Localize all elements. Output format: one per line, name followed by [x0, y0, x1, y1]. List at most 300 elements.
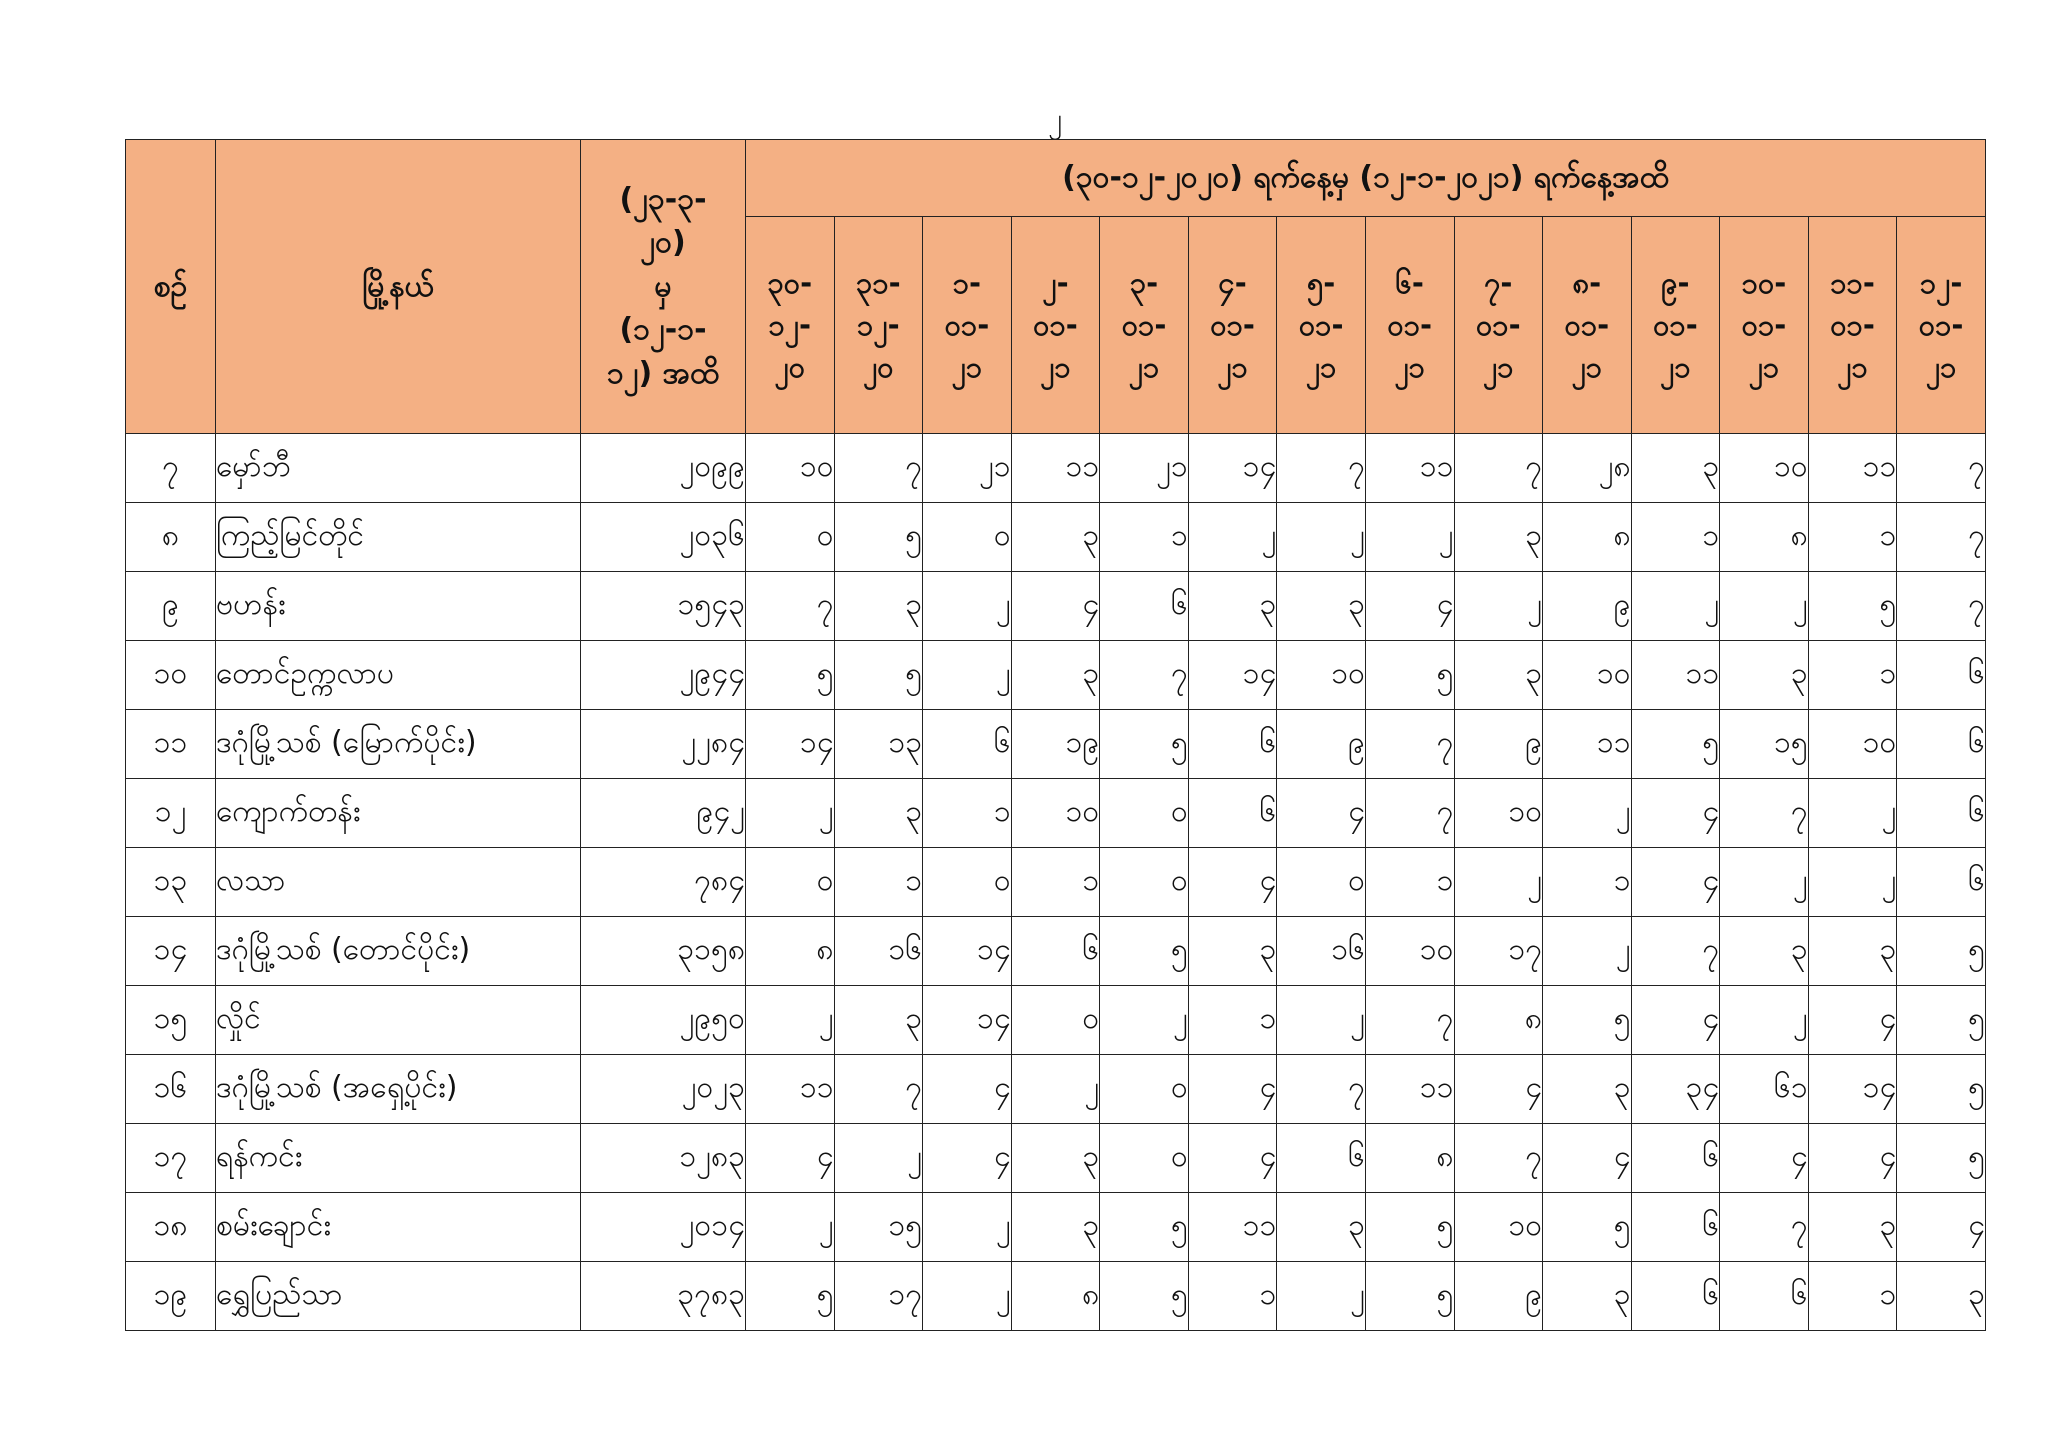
row-value: ၄ [1277, 779, 1366, 848]
row-value: ၁၀ [1808, 710, 1897, 779]
row-value: ၅ [1897, 917, 1986, 986]
header-date-line: ၂၀ [774, 350, 806, 385]
header-date-line: ၂၁ [1660, 350, 1691, 385]
header-date-line: ၀၁- [944, 307, 990, 342]
row-value: ၅ [1365, 1262, 1454, 1331]
row-value: ၆ [1897, 710, 1986, 779]
row-sn: ၁၄ [126, 917, 216, 986]
row-sn: ၈ [126, 503, 216, 572]
row-value: ၈ [746, 917, 835, 986]
row-value: ၁ [1011, 848, 1100, 917]
row-value: ၂ [1454, 572, 1543, 641]
row-value: ၂ [1277, 503, 1366, 572]
header-date-line: ၅- [1306, 265, 1336, 300]
table-header [126, 140, 1986, 434]
row-value: ၆ [1897, 848, 1986, 917]
row-value: ၇ [1897, 572, 1986, 641]
header-date-line: ၂၁ [1925, 350, 1957, 385]
row-value: ၃ [1454, 503, 1543, 572]
row-value: ၅ [1897, 1055, 1986, 1124]
row-value: ၉ [1454, 1262, 1543, 1331]
row-value: ၅ [1100, 1193, 1189, 1262]
header-date-line: ၂၁ [1128, 350, 1160, 385]
table-row [126, 1124, 1986, 1193]
header-date-line: ၀၁- [1387, 307, 1433, 342]
row-value: ၁၄ [923, 917, 1012, 986]
row-township: ရန်ကင်း [216, 1124, 581, 1193]
row-total: ၇၈၄ [581, 848, 746, 917]
row-value: ၁ [1808, 503, 1897, 572]
header-date-line: ၀၁- [1298, 307, 1344, 342]
row-value: ၃ [1543, 1262, 1632, 1331]
header-date [1277, 217, 1366, 434]
header-date [1365, 217, 1454, 434]
row-value: ၇ [1365, 710, 1454, 779]
row-value: ၁၁ [1365, 1055, 1454, 1124]
row-value: ၈ [1454, 986, 1543, 1055]
header-date-line: ၄- [1218, 265, 1247, 300]
row-value: ၅ [746, 1262, 835, 1331]
row-value: ၁၄ [1808, 1055, 1897, 1124]
header-date [1808, 217, 1897, 434]
header-date [1897, 217, 1986, 434]
header-date-line: ၂၁ [1040, 350, 1071, 385]
row-value: ၂ [1543, 779, 1632, 848]
row-value: ၁ [1543, 848, 1632, 917]
row-township: ဒဂုံမြို့သစ် (အရှေ့ပိုင်း) [216, 1055, 581, 1124]
row-value: ၄ [1808, 986, 1897, 1055]
row-value: ၄ [1188, 848, 1277, 917]
header-total-line: ၁၂) အထိ [606, 355, 720, 391]
row-sn: ၇ [126, 434, 216, 503]
row-value: ၂ [1188, 503, 1277, 572]
row-value: ၁၀ [1720, 434, 1809, 503]
row-value: ၃ [1277, 572, 1366, 641]
row-value: ၇ [1631, 917, 1720, 986]
header-date-line: ၀၁- [1564, 307, 1610, 342]
row-value: ၂၁ [923, 434, 1012, 503]
row-value: ၅ [834, 503, 923, 572]
header-date [1454, 217, 1543, 434]
header-date-line: ၀၁- [1210, 307, 1255, 342]
header-date-line: ၁- [952, 265, 982, 300]
header-date-line: ၀၁- [1121, 307, 1167, 342]
row-value: ၉ [1543, 572, 1632, 641]
row-value: ၄ [1543, 1124, 1632, 1193]
row-value: ၇ [1454, 434, 1543, 503]
row-value: ၂ [1011, 1055, 1100, 1124]
header-date [1100, 217, 1189, 434]
row-value: ၃ [1011, 641, 1100, 710]
row-value: ၂ [1454, 848, 1543, 917]
row-value: ၁၀ [1365, 917, 1454, 986]
row-value: ၅ [1100, 1262, 1189, 1331]
row-value: ၂ [1277, 986, 1366, 1055]
row-value: ၇ [1720, 1193, 1809, 1262]
row-value: ၁၁ [1808, 434, 1897, 503]
row-value: ၁ [1365, 848, 1454, 917]
row-value: ၁၀ [1454, 779, 1543, 848]
row-value: ၈ [1365, 1124, 1454, 1193]
header-date [1631, 217, 1720, 434]
row-value: ၇ [1897, 503, 1986, 572]
row-value: ၅ [1100, 917, 1189, 986]
row-value: ၂ [1720, 572, 1809, 641]
row-value: ၀ [1277, 848, 1366, 917]
row-township: ကျောက်တန်း [216, 779, 581, 848]
row-sn: ၁၁ [126, 710, 216, 779]
header-date-line: ၁၀- [1741, 265, 1787, 300]
row-sn: ၉ [126, 572, 216, 641]
row-value: ၆ [1897, 641, 1986, 710]
row-value: ၇ [834, 434, 923, 503]
row-value: ၇ [1454, 1124, 1543, 1193]
header-date-line: ၉- [1661, 265, 1690, 300]
row-value: ၃ [834, 572, 923, 641]
row-value: ၂ [1277, 1262, 1366, 1331]
row-value: ၀ [746, 503, 835, 572]
header-date [1720, 217, 1809, 434]
row-value: ၅ [1543, 986, 1632, 1055]
row-value: ၂ [834, 1124, 923, 1193]
row-sn: ၁၃ [126, 848, 216, 917]
row-value: ၀ [1100, 779, 1189, 848]
row-total: ၂၉၅၀ [581, 986, 746, 1055]
row-value: ၁ [834, 848, 923, 917]
row-value: ၃၄ [1631, 1055, 1720, 1124]
row-value: ၇ [746, 572, 835, 641]
row-value: ၄ [1365, 572, 1454, 641]
row-township: ဗဟန်း [216, 572, 581, 641]
row-value: ၇ [1277, 434, 1366, 503]
header-date-line: ၀၁- [1475, 307, 1521, 342]
row-value: ၂ [746, 779, 835, 848]
row-value: ၁ [1188, 1262, 1277, 1331]
row-value: ၅ [1365, 1193, 1454, 1262]
row-value: ၀ [1100, 1124, 1189, 1193]
header-date-line: ၀၁- [1830, 307, 1875, 342]
row-township: ဒဂုံမြို့သစ် (မြောက်ပိုင်း) [216, 710, 581, 779]
row-township: ကြည့်မြင်တိုင် [216, 503, 581, 572]
row-value: ၄ [1454, 1055, 1543, 1124]
header-date-line: ၁၂- [857, 307, 900, 342]
header-date-line: ၂၁ [1217, 350, 1248, 385]
header-date-line: ၂၁ [951, 350, 983, 385]
row-value: ၂ [746, 1193, 835, 1262]
header-date-line: ၆- [1395, 265, 1424, 300]
table-row [126, 434, 1986, 503]
row-value: ၆ [1011, 917, 1100, 986]
row-value: ၁၀ [1011, 779, 1100, 848]
row-value: ၅ [746, 641, 835, 710]
row-value: ၆ [1277, 1124, 1366, 1193]
row-value: ၁ [1188, 986, 1277, 1055]
row-value: ၃ [1011, 503, 1100, 572]
header-date-line: ၀၁- [1918, 307, 1964, 342]
row-value: ၁၄ [1188, 434, 1277, 503]
row-value: ၂ [746, 986, 835, 1055]
header-township: မြို့နယ် [216, 140, 581, 434]
row-value: ၄ [1188, 1124, 1277, 1193]
row-township: တောင်ဥက္ကလာပ [216, 641, 581, 710]
row-value: ၆၁ [1720, 1055, 1809, 1124]
row-value: ၁၅ [834, 1193, 923, 1262]
header-date-line: ၁၂- [768, 307, 812, 342]
table-row [126, 710, 1986, 779]
row-value: ၄ [746, 1124, 835, 1193]
table-row [126, 572, 1986, 641]
header-date-line: ၀၁- [1033, 307, 1078, 342]
row-value: ၃ [1808, 917, 1897, 986]
row-value: ၄ [923, 1055, 1012, 1124]
row-sn: ၁၀ [126, 641, 216, 710]
row-value: ၆ [1631, 1262, 1720, 1331]
row-value: ၄ [1897, 1193, 1986, 1262]
row-value: ၃ [1188, 917, 1277, 986]
table-row [126, 1262, 1986, 1331]
row-value: ၅ [1808, 572, 1897, 641]
header-date-line: ၂၁ [1837, 350, 1868, 385]
row-value: ၁၄ [923, 986, 1012, 1055]
header-date-line: ၀၁- [1653, 307, 1698, 342]
row-value: ၀ [1100, 848, 1189, 917]
row-value: ၆ [1897, 779, 1986, 848]
row-value: ၃ [1720, 641, 1809, 710]
row-value: ၄ [1631, 779, 1720, 848]
row-value: ၁၅ [1720, 710, 1809, 779]
row-value: ၃ [1188, 572, 1277, 641]
header-date-line: ၂၁ [1394, 350, 1425, 385]
row-value: ၁ [1808, 1262, 1897, 1331]
row-value: ၉ [1454, 710, 1543, 779]
row-value: ၃ [1897, 1262, 1986, 1331]
row-value: ၃ [1631, 434, 1720, 503]
table-row [126, 1193, 1986, 1262]
row-total: ၃၁၅၈ [581, 917, 746, 986]
header-total-line: (၂၃-၃- [619, 181, 707, 217]
row-total: ၂၀၂၃ [581, 1055, 746, 1124]
row-value: ၃ [1808, 1193, 1897, 1262]
row-value: ၀ [1100, 1055, 1189, 1124]
row-value: ၃ [1720, 917, 1809, 986]
row-value: ၁၁ [1631, 641, 1720, 710]
header-date-line: ၁၂- [1919, 265, 1963, 300]
row-value: ၃ [834, 986, 923, 1055]
row-value: ၂ [1365, 503, 1454, 572]
header-date-line: ၁၁- [1830, 265, 1875, 300]
header-date-line: ၂၁ [1305, 350, 1337, 385]
row-value: ၁၁ [1365, 434, 1454, 503]
header-date-line: ၂၁ [1748, 350, 1780, 385]
row-value: ၅ [1631, 710, 1720, 779]
row-value: ၂၈ [1543, 434, 1632, 503]
row-value: ၂ [1631, 572, 1720, 641]
header-date-line: ၇- [1484, 265, 1513, 300]
row-value: ၃ [1011, 1193, 1100, 1262]
row-township: လှိုင် [216, 986, 581, 1055]
row-total: ၁၅၄၃ [581, 572, 746, 641]
row-total: ၂၀၁၄ [581, 1193, 746, 1262]
row-value: ၇ [1277, 1055, 1366, 1124]
header-date [1011, 217, 1100, 434]
row-value: ၀ [1011, 986, 1100, 1055]
row-value: ၅ [1897, 1124, 1986, 1193]
row-value: ၆ [1188, 779, 1277, 848]
row-value: ၂ [923, 572, 1012, 641]
row-value: ၁၁ [1188, 1193, 1277, 1262]
row-value: ၁၄ [746, 710, 835, 779]
header-date-line: ၂- [1042, 265, 1069, 300]
row-value: ၂ [1100, 986, 1189, 1055]
table-row [126, 848, 1986, 917]
row-total: ၂၀၃၆ [581, 503, 746, 572]
row-value: ၁၁ [746, 1055, 835, 1124]
row-value: ၅ [1365, 641, 1454, 710]
row-value: ၉ [1277, 710, 1366, 779]
page-number: ၂ [1048, 102, 1062, 135]
row-total: ၂၀၉၉ [581, 434, 746, 503]
row-township: စမ်းချောင်း [216, 1193, 581, 1262]
row-value: ၂ [1808, 779, 1897, 848]
row-total: ၂၉၄၄ [581, 641, 746, 710]
header-date-line: ၈- [1572, 265, 1602, 300]
header-date [923, 217, 1012, 434]
row-value: ၅ [1543, 1193, 1632, 1262]
row-value: ၇ [834, 1055, 923, 1124]
row-value: ၁၁ [1011, 434, 1100, 503]
row-sn: ၁၉ [126, 1262, 216, 1331]
row-value: ၆ [1631, 1124, 1720, 1193]
table-row [126, 641, 1986, 710]
row-sn: ၁၂ [126, 779, 216, 848]
row-value: ၇ [1365, 986, 1454, 1055]
row-value: ၂ [923, 1262, 1012, 1331]
row-value: ၈ [1543, 503, 1632, 572]
row-sn: ၁၅ [126, 986, 216, 1055]
row-total: ၁၂၈၃ [581, 1124, 746, 1193]
row-value: ၅ [1897, 986, 1986, 1055]
row-value: ၁၀ [1454, 1193, 1543, 1262]
row-sn: ၁၈ [126, 1193, 216, 1262]
header-date [834, 217, 923, 434]
row-value: ၂ [1808, 848, 1897, 917]
header-total-line: (၁၂-၁- [619, 312, 707, 348]
row-value: ၄ [1011, 572, 1100, 641]
header-date-line: ၃၀- [767, 265, 813, 300]
row-value: ၇ [1365, 779, 1454, 848]
row-value: ၁၀ [1277, 641, 1366, 710]
row-value: ၆ [1720, 1262, 1809, 1331]
row-value: ၄ [1631, 986, 1720, 1055]
row-value: ၄ [1720, 1124, 1809, 1193]
row-township: မှော်ဘီ [216, 434, 581, 503]
row-value: ၃ [1454, 641, 1543, 710]
row-value: ၂ [923, 1193, 1012, 1262]
table-row [126, 503, 1986, 572]
header-date [746, 217, 835, 434]
row-township: လသာ [216, 848, 581, 917]
row-value: ၁၆ [1277, 917, 1366, 986]
row-total: ၃၇၈၃ [581, 1262, 746, 1331]
row-sn: ၁၆ [126, 1055, 216, 1124]
table-row [126, 779, 1986, 848]
row-value: ၁၀ [1543, 641, 1632, 710]
header-total-line: ၂၀) [640, 225, 686, 261]
header-total-line: မှ [654, 268, 672, 304]
row-value: ၁ [1100, 503, 1189, 572]
row-value: ၄ [1631, 848, 1720, 917]
row-value: ၃ [1543, 1055, 1632, 1124]
row-value: ၁ [923, 779, 1012, 848]
row-value: ၁၃ [834, 710, 923, 779]
header-date-line: ၂၁ [1483, 350, 1514, 385]
row-value: ၈ [1011, 1262, 1100, 1331]
row-value: ၀ [923, 848, 1012, 917]
row-township: ရွှေပြည်သာ [216, 1262, 581, 1331]
row-value: ၁၇ [1454, 917, 1543, 986]
row-value: ၁၆ [834, 917, 923, 986]
row-value: ၆ [923, 710, 1012, 779]
header-total [581, 140, 746, 434]
row-value: ၈ [1720, 503, 1809, 572]
township-data-table [125, 139, 1986, 1331]
row-value: ၆ [1188, 710, 1277, 779]
row-value: ၆ [1631, 1193, 1720, 1262]
table-row [126, 986, 1986, 1055]
header-date-line: ၂၁ [1571, 350, 1603, 385]
row-township: ဒဂုံမြို့သစ် (တောင်ပိုင်း) [216, 917, 581, 986]
row-value: ၅ [1100, 710, 1189, 779]
row-value: ၄ [1188, 1055, 1277, 1124]
row-value: ၇ [1720, 779, 1809, 848]
table-row [126, 1055, 1986, 1124]
header-date [1188, 217, 1277, 434]
header-date-line: ၀၁- [1741, 307, 1787, 342]
row-value: ၀ [923, 503, 1012, 572]
row-value: ၂၁ [1100, 434, 1189, 503]
row-value: ၂ [1543, 917, 1632, 986]
row-total: ၂၂၈၄ [581, 710, 746, 779]
table-row [126, 917, 1986, 986]
row-sn: ၁၇ [126, 1124, 216, 1193]
row-value: ၁၇ [834, 1262, 923, 1331]
row-value: ၁၁ [1543, 710, 1632, 779]
header-date [1543, 217, 1632, 434]
row-value: ၇ [1100, 641, 1189, 710]
header-period: (၃၀-၁၂-၂၀၂၀) ရက်နေ့မှ (၁၂-၁-၂၀၂၁) ရက်နေ့အထိ [746, 140, 1986, 217]
row-value: ၃ [1277, 1193, 1366, 1262]
row-value: ၀ [746, 848, 835, 917]
table-body [126, 434, 1986, 1331]
row-value: ၄ [1808, 1124, 1897, 1193]
row-total: ၉၄၂ [581, 779, 746, 848]
row-value: ၁ [1808, 641, 1897, 710]
row-value: ၂ [923, 641, 1012, 710]
row-value: ၆ [1100, 572, 1189, 641]
row-value: ၁၀ [746, 434, 835, 503]
row-value: ၃ [834, 779, 923, 848]
header-date-line: ၃- [1129, 265, 1159, 300]
row-value: ၄ [923, 1124, 1012, 1193]
row-value: ၅ [834, 641, 923, 710]
row-value: ၂ [1720, 986, 1809, 1055]
header-date-line: ၂၀ [863, 350, 894, 385]
row-value: ၁၉ [1011, 710, 1100, 779]
row-value: ၇ [1897, 434, 1986, 503]
row-value: ၂ [1720, 848, 1809, 917]
row-value: ၃ [1011, 1124, 1100, 1193]
header-sn: စဉ် [126, 140, 216, 434]
